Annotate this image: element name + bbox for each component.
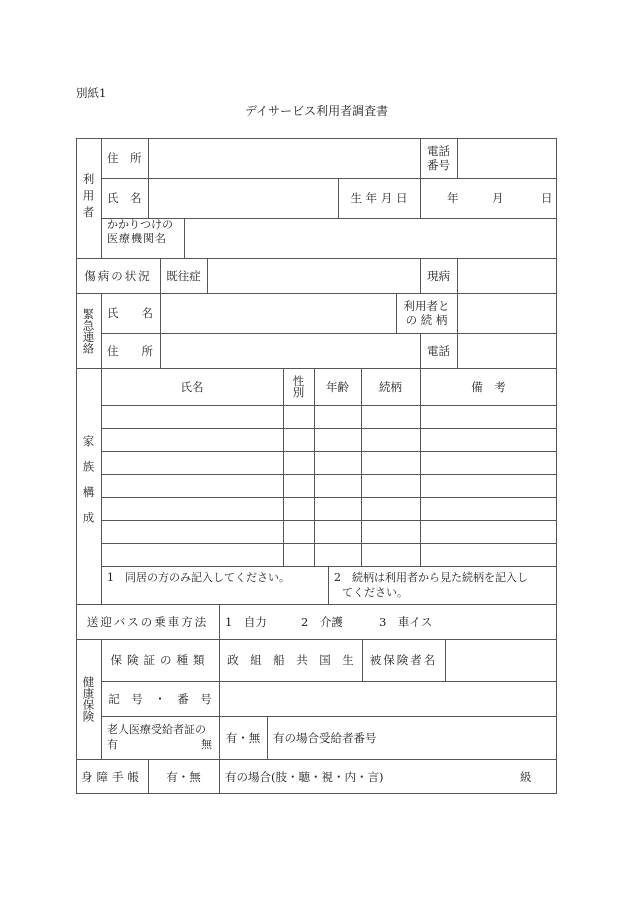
family-row-sex-field[interactable]: [283, 428, 314, 451]
attachment-label: 別紙1: [76, 86, 107, 100]
family-row-age-field[interactable]: [314, 405, 361, 428]
address-label: 住 所: [107, 151, 142, 165]
family-col-age: 年齢: [326, 379, 349, 394]
past-illness-label: 既往症: [166, 268, 201, 283]
family-row-name-field[interactable]: [101, 520, 283, 543]
family-row-age-field[interactable]: [314, 520, 361, 543]
disability-yes-no[interactable]: 有・無: [166, 769, 201, 784]
page-title: デイサービス利用者調査書: [245, 104, 389, 118]
relation-field[interactable]: [457, 293, 557, 333]
birthdate-label: 生 年 月 日: [350, 191, 408, 205]
elderly-label-yes: 有: [107, 738, 118, 751]
family-note-1: 1 同居の方のみ記入してください。: [107, 571, 290, 584]
phone-label-line1: 電話: [427, 144, 450, 158]
family-row-relation-field[interactable]: [361, 543, 420, 566]
illness-status-label: 傷病の状況: [84, 268, 152, 283]
family-col-remarks: 備 考: [471, 379, 506, 394]
bus-method-options: [219, 604, 557, 639]
family-row-sex-field[interactable]: [283, 520, 314, 543]
bus-option-assist[interactable]: 2 介護: [301, 615, 343, 629]
user-section-text: 利用者: [81, 173, 96, 223]
current-illness-label: 現病: [427, 268, 450, 283]
family-row-age-field[interactable]: [314, 474, 361, 497]
family-row-remarks-field[interactable]: [420, 497, 557, 520]
emergency-address-field[interactable]: [160, 333, 420, 368]
insured-name-field[interactable]: [445, 639, 557, 681]
family-row-relation-field[interactable]: [361, 474, 420, 497]
family-row-name-field[interactable]: [101, 474, 283, 497]
family-row-relation-field[interactable]: [361, 497, 420, 520]
past-illness-field[interactable]: [207, 258, 420, 293]
disability-grade: 級: [520, 770, 532, 784]
clinic-label: [101, 218, 184, 258]
family-row-relation-field[interactable]: [361, 520, 420, 543]
bus-option-wheelchair[interactable]: 3 車イス: [379, 615, 433, 629]
phone-label-line2: 番号: [427, 158, 450, 172]
family-row-name-field[interactable]: [101, 543, 283, 566]
disability-detail: [219, 759, 557, 794]
family-col-sex-text: 性別: [291, 375, 306, 398]
family-row-relation-field[interactable]: [361, 428, 420, 451]
emergency-address-label: 住 所: [107, 343, 153, 358]
family-row-sex-field[interactable]: [283, 474, 314, 497]
disability-handbook-label: 身障手帳: [81, 769, 143, 784]
elderly-yes-no[interactable]: 有・無: [225, 730, 261, 745]
family-row-sex-field[interactable]: [283, 497, 314, 520]
relation-label-line2: の 続 柄: [405, 313, 448, 327]
birthdate-year: 年: [447, 191, 459, 205]
family-row-age-field[interactable]: [314, 497, 361, 520]
emergency-name-field[interactable]: [160, 293, 396, 333]
family-row-name-field[interactable]: [101, 497, 283, 520]
family-note-2-line2: てください。: [342, 586, 408, 599]
birthdate-field[interactable]: [420, 178, 557, 218]
family-row-name-field[interactable]: [101, 405, 283, 428]
relation-label: [396, 293, 457, 333]
family-row-remarks-field[interactable]: [420, 543, 557, 566]
insurance-type-label: 保険証の種類: [110, 653, 210, 667]
family-row-sex-field[interactable]: [283, 543, 314, 566]
family-row-age-field[interactable]: [314, 428, 361, 451]
family-section-label: [76, 368, 101, 604]
emergency-section-label: [76, 293, 101, 368]
family-row-sex-field[interactable]: [283, 405, 314, 428]
relation-label-line1: 利用者と: [403, 299, 450, 313]
insurance-number-field[interactable]: [219, 681, 557, 716]
emergency-section-text: 緊急連絡: [81, 307, 96, 354]
family-row-age-field[interactable]: [314, 543, 361, 566]
family-col-relation: 続柄: [379, 379, 402, 394]
family-note-2: [328, 566, 557, 604]
name-field[interactable]: [148, 178, 338, 218]
emergency-phone-label: 電話: [427, 343, 450, 358]
insurance-number-label: 記 号 ・ 番 号: [108, 691, 212, 706]
clinic-label-line2: 医療機関名: [107, 232, 167, 245]
family-row-relation-field[interactable]: [361, 451, 420, 474]
family-row-remarks-field[interactable]: [420, 451, 557, 474]
phone-number-label: [420, 138, 457, 178]
insurance-section-text: 健康保険: [81, 676, 96, 722]
address-field[interactable]: [148, 138, 420, 178]
bus-option-self[interactable]: 1 自力: [225, 615, 267, 629]
family-row-age-field[interactable]: [314, 451, 361, 474]
birthdate-month: 月: [492, 191, 504, 205]
clinic-field[interactable]: [184, 218, 557, 258]
insured-name-label: 被保険者名: [369, 653, 438, 667]
family-row-sex-field[interactable]: [283, 451, 314, 474]
family-note-2-line1: 2 続柄は利用者から見た続柄を記入し: [334, 571, 528, 584]
elderly-certificate-label: [101, 716, 219, 759]
clinic-label-line1: かかりつけの: [107, 218, 173, 231]
family-row-remarks-field[interactable]: [420, 428, 557, 451]
current-illness-field[interactable]: [457, 258, 557, 293]
insurance-type-options[interactable]: 政 組 船 共 国 生: [227, 653, 354, 667]
bus-method-label: 送迎バスの乗車方法: [86, 614, 209, 629]
family-row-name-field[interactable]: [101, 451, 283, 474]
name-label: 氏 名: [107, 191, 142, 205]
emergency-phone-field[interactable]: [457, 333, 557, 368]
family-col-sex: [283, 368, 314, 405]
birthdate-day: 日: [541, 191, 553, 205]
family-col-name: 氏名: [180, 379, 204, 394]
family-row-relation-field[interactable]: [361, 405, 420, 428]
family-row-name-field[interactable]: [101, 428, 283, 451]
family-section-text: 家族構成: [81, 435, 96, 537]
user-section-label: [76, 138, 101, 258]
phone-number-field[interactable]: [457, 138, 557, 178]
elderly-number-label: 有の場合受給者番号: [273, 730, 377, 745]
insurance-section-label: [76, 639, 101, 759]
elderly-label-line1: 老人医療受給者証の: [107, 723, 206, 736]
emergency-name-label: 氏 名: [107, 306, 153, 320]
family-row-remarks-field[interactable]: [420, 405, 557, 428]
family-row-remarks-field[interactable]: [420, 520, 557, 543]
family-row-remarks-field[interactable]: [420, 474, 557, 497]
elderly-label-no: 無: [201, 738, 212, 751]
disability-detail-text: 有の場合(肢・聴・視・内・言): [225, 770, 384, 784]
